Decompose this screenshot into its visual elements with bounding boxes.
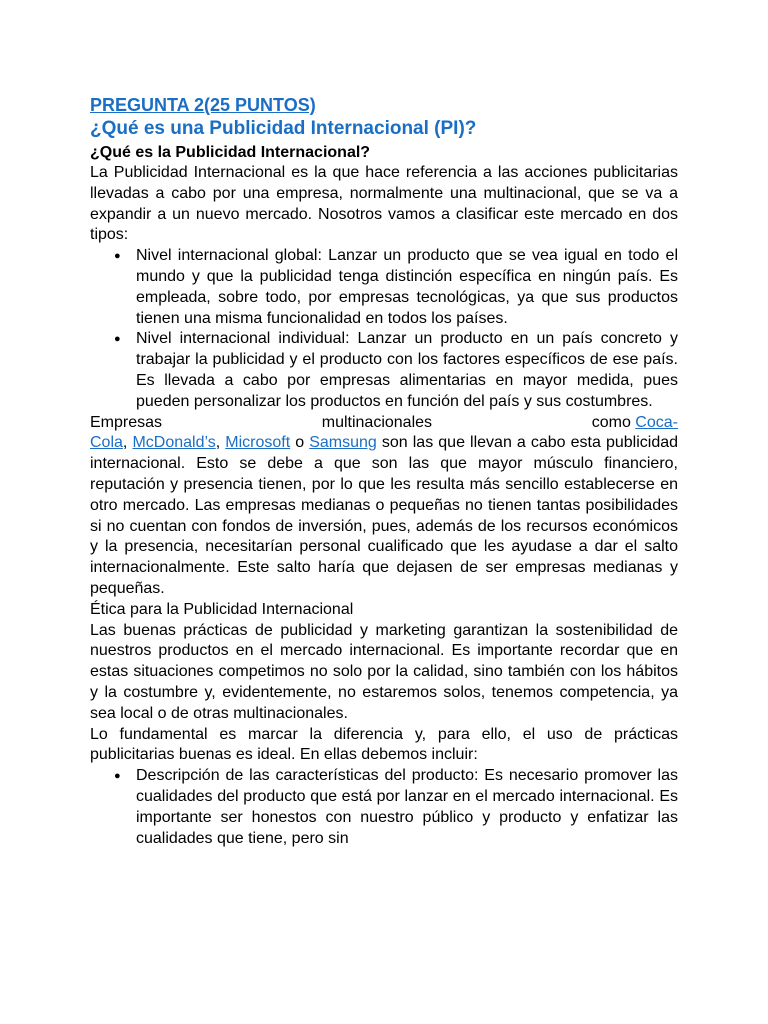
list-item-text: Descripción de las características del producto: Es necesario promover las cualidades del producto que está por lanzar en el mercado internacional. Es importante ser honestos con nuestro público y producto y enfatizar las cualidades que tiene, pero sin (136, 767, 678, 847)
list-item (114, 246, 678, 329)
companies-first-line (90, 413, 678, 434)
list-item (114, 329, 678, 412)
section-heading: ¿Qué es la Publicidad Internacional? (90, 144, 371, 161)
separator-text: o (290, 434, 310, 452)
bullet-icon: ● (114, 333, 121, 346)
companies-paragraph (90, 433, 678, 599)
separator-text: , (122, 434, 133, 452)
question-title: ¿Qué es una Publicidad Internacional (PI)? (90, 118, 477, 139)
coca-cola-link-continued[interactable]: Cola (90, 434, 123, 452)
ethics-paragraph: Las buenas prácticas de publicidad y marketing garantizan la sostenibilidad de nuestros productos en el mercado internacional. Es importante recordar que en estas situaciones competimos no solo por la calidad, sino también con los hábitos y la costumbre y, evidentemente, no estaremos solos, tenemos competencia, ya sea local o de otras multinacionales. (90, 621, 678, 722)
bullet-icon: ● (114, 770, 121, 783)
list-item-text: Nivel internacional global: Lanzar un producto que se vea igual en todo el mundo y que la publicidad tenga distinción específica en ningún país. Es empleada, sobre todo, por empresas tecnológicas, ya que sus productos tienen una misma funcionalidad en todos los países. (136, 247, 678, 327)
practices-list (90, 766, 678, 849)
bullet-icon: ● (114, 250, 121, 263)
companies-word-group (592, 413, 678, 434)
companies-word: como (591, 413, 631, 431)
document-page (90, 94, 678, 849)
microsoft-link[interactable]: Microsoft (225, 434, 291, 452)
coca-cola-link[interactable]: Coca- (635, 413, 678, 431)
ethics-heading: Ética para la Publicidad Internacional (90, 600, 354, 618)
intro-paragraph: La Publicidad Internacional es la que hace referencia a las acciones publicitarias llevadas a cabo por una empresa, normalmente una multinacional, que se va a expandir a un nuevo mercado. Nosotros vamos a clasificar este mercado en dos tipos: (90, 164, 678, 244)
list-item-text: Nivel internacional individual: Lanzar un producto en un país concreto y trabajar la publicidad y el producto con los factores específicos de ese país. Es llevada a cabo por empresas alimentarias en mayor medida, pues pueden personalizar los productos en función del país y sus costumbres. (136, 330, 678, 410)
companies-word: multinacionales (321, 413, 433, 431)
samsung-link[interactable]: Samsung (309, 434, 377, 452)
companies-paragraph-text: son las que llevan a cabo esta publicidad internacional. Esto se debe a que son las que mayor músculo financiero, reputación y presencia tienen, por lo que les resulta más sencillo establecerse en otro mercado. Las empresas medianas o pequeñas no tienen tantas posibilidades si no cuentan con fondos de inversión, pues, además de los recursos económicos y la presencia, necesitarían personal cualificado que les ayudase a dar el salto internacionalmente. Este salto haría que dejasen de ser empresas medianas y pequeñas. (90, 434, 679, 597)
list-item (114, 766, 678, 849)
types-list (90, 246, 678, 412)
practices-paragraph: Lo fundamental es marcar la diferencia y, para ello, el uso de prácticas publicitarias buenas es ideal. En ellas debemos incluir: (90, 725, 678, 764)
separator-text: , (215, 434, 226, 452)
companies-word: Empresas (90, 413, 163, 431)
question-heading: PREGUNTA 2(25 PUNTOS) (90, 95, 316, 115)
mcdonalds-link[interactable]: McDonald’s (132, 434, 216, 452)
